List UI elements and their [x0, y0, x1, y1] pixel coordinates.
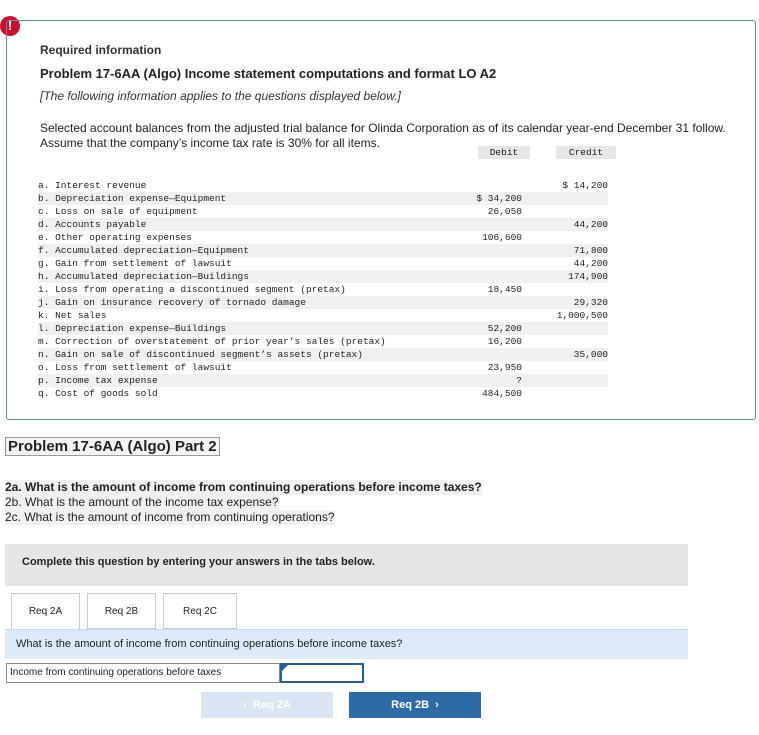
debit-value: 106,600 — [482, 232, 522, 243]
intro-text: Selected account balances from the adjusted trial balance for Olinda Corporation as of its calendar year-end December 31 follow. Assume that the company’s income tax rate is 30% for all items. — [40, 121, 726, 150]
table-row — [38, 205, 608, 218]
prev-label: Req 2A — [252, 699, 291, 711]
debit-value: 23,950 — [487, 362, 522, 373]
part-title: Problem 17-6AA (Algo) Part 2 — [5, 437, 220, 456]
table-row — [38, 387, 608, 400]
debit-value: 18,450 — [487, 284, 522, 295]
alert-icon: ! — [0, 16, 20, 36]
debit-column-header: Debit — [478, 146, 530, 159]
prev-button[interactable]: ‹ Req 2A — [201, 692, 333, 718]
problem-title: Problem 17-6AA (Algo) Income statement computations and format LO A2 — [40, 66, 497, 81]
question-2b: 2b. What is the amount of the income tax expense? — [5, 495, 279, 509]
answer-input[interactable] — [280, 663, 364, 683]
credit-value: 29,320 — [573, 297, 608, 308]
table-row — [38, 192, 608, 205]
table-row — [38, 244, 608, 257]
tab-req-2a[interactable]: Req 2A — [11, 593, 80, 630]
credit-value: 44,200 — [573, 219, 608, 230]
account-label: q. Cost of goods sold — [38, 388, 158, 399]
next-button[interactable]: Req 2B › — [349, 692, 481, 718]
account-label: f. Accumulated depreciation—Equipment — [38, 245, 249, 256]
table-row — [38, 335, 608, 348]
table-row — [38, 309, 608, 322]
instruction-bar — [5, 544, 688, 586]
table-row — [38, 218, 608, 231]
account-label: h. Accumulated depreciation—Buildings — [38, 271, 249, 282]
account-label: o. Loss from settlement of lawsuit — [38, 362, 232, 373]
credit-value: 44,200 — [573, 258, 608, 269]
account-label: k. Net sales — [38, 310, 107, 321]
next-label: Req 2B — [391, 699, 430, 711]
debit-value: 484,500 — [482, 388, 522, 399]
table-row — [38, 231, 608, 244]
credit-value: $ 14,200 — [562, 180, 608, 191]
account-label: j. Gain on insurance recovery of tornado damage — [38, 297, 306, 308]
account-label: m. Correction of overstatement of prior year’s sales (pretax) — [38, 336, 386, 347]
account-label: n. Gain on sale of discontinued segment’s assets (pretax) — [38, 349, 363, 360]
account-label: l. Depreciation expense—Buildings — [38, 323, 227, 334]
table-row — [38, 374, 608, 387]
tab-req-2b[interactable]: Req 2B — [87, 593, 156, 629]
table-row — [38, 296, 608, 309]
table-row — [38, 283, 608, 296]
table-row — [38, 361, 608, 374]
debit-value: ? — [516, 375, 522, 386]
question-bar — [5, 629, 688, 659]
table-row — [38, 270, 608, 283]
debit-value: $ 34,200 — [476, 193, 522, 204]
credit-value: 1,000,500 — [556, 310, 608, 321]
question-text: What is the amount of income from continuing operations before income taxes? — [16, 638, 403, 650]
question-2c: 2c. What is the amount of income from continuing operations? — [5, 510, 335, 524]
info-note: [The following information applies to the questions displayed below.] — [40, 89, 401, 103]
tab-req-2c[interactable]: Req 2C — [163, 593, 237, 629]
account-label: b. Depreciation expense—Equipment — [38, 193, 227, 204]
table-row — [38, 322, 608, 335]
question-2a: 2a. What is the amount of income from continuing operations before income taxes? — [5, 480, 482, 494]
debit-value: 26,050 — [487, 206, 522, 217]
account-label: g. Gain from settlement of lawsuit — [38, 258, 232, 269]
table-row — [38, 257, 608, 270]
account-label: c. Loss on sale of equipment — [38, 206, 198, 217]
account-label: p. Income tax expense — [38, 375, 158, 386]
account-label: i. Loss from operating a discontinued segment (pretax) — [38, 284, 346, 295]
credit-column-header: Credit — [556, 146, 616, 159]
answer-label: Income from continuing operations before taxes — [6, 663, 280, 683]
table-row — [38, 179, 608, 192]
account-label: e. Other operating expenses — [38, 232, 192, 243]
credit-value: 35,000 — [573, 349, 608, 360]
debit-value: 16,200 — [487, 336, 522, 347]
debit-value: 52,200 — [487, 323, 522, 334]
required-info-heading: Required information — [40, 43, 162, 57]
account-label: a. Interest revenue — [38, 180, 147, 191]
table-row — [38, 348, 608, 361]
credit-value: 174,900 — [568, 271, 608, 282]
account-label: d. Accounts payable — [38, 219, 147, 230]
credit-value: 71,800 — [573, 245, 608, 256]
question-list — [5, 480, 482, 525]
instruction-text: Complete this question by entering your answers in the tabs below. — [22, 556, 375, 568]
